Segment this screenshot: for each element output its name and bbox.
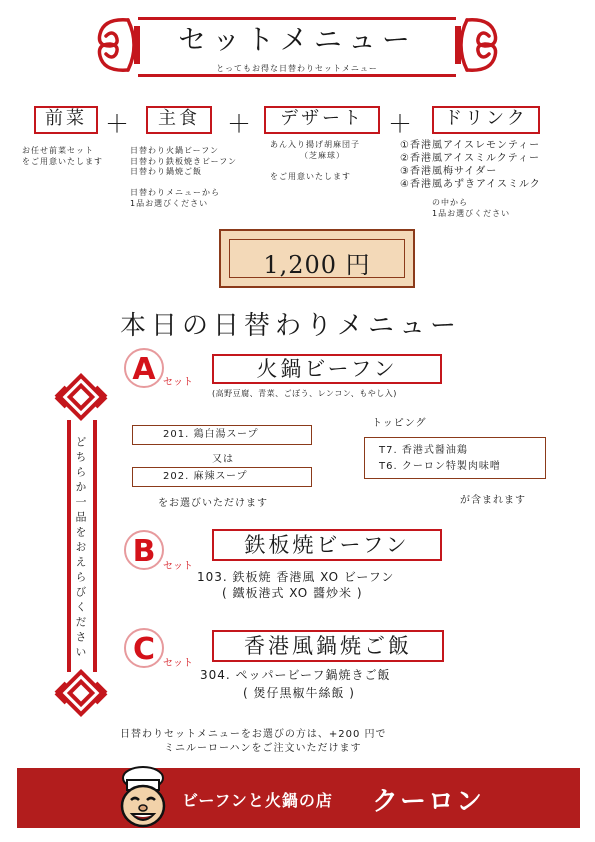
set-b-label: セット [163, 561, 193, 572]
soup-choose-note: をお選びいただけます [158, 498, 268, 509]
header-ornament-right [447, 12, 507, 78]
set-c-line-1: 304. ペッパービーフ鍋焼きご飯 [200, 668, 391, 682]
price-badge [219, 229, 415, 288]
plus-sign: ＋ [227, 110, 251, 138]
set-b-line-1: 103. 鉄板焼 香港風 XO ビーフン [197, 570, 395, 584]
page-subtitle: とってもお得な日替わりセットメニュー [216, 64, 378, 73]
plus-sign: ＋ [105, 110, 129, 138]
drink-note: の中から 1品お選びください [432, 198, 511, 218]
footer-brand: クーロン [372, 787, 485, 817]
category-drink: ドリンク [432, 106, 540, 134]
set-b-letter: B [124, 530, 164, 570]
chef-mascot-icon [112, 764, 174, 830]
knot-ornament-bottom [52, 664, 110, 722]
topping-2: T6. クーロン特製肉味噌 [379, 461, 501, 472]
price-text: 1,200 円 [263, 251, 371, 279]
daily-menu-title: 本日の日替わりメニュー [120, 311, 462, 341]
soup-or: 又は [212, 454, 234, 465]
soup-option-2: 202. 麻辣スープ [132, 467, 312, 487]
category-main: 主食 [146, 106, 212, 134]
bottom-note: 日替わりセットメニューをお選びの方は、+200 円で ミニルーローハンをご注文いただけます [120, 729, 387, 754]
page-title: セットメニュー [178, 23, 416, 56]
dessert-note: あん入り揚げ胡麻団子 （芝麻球） をご用意いたします [270, 140, 360, 181]
set-a-label: セット [163, 377, 193, 388]
topping-box [364, 437, 546, 479]
knot-ornament-top [52, 368, 110, 426]
footer-tagline: ビーフンと火鍋の店 [182, 791, 333, 810]
set-c-letter: C [124, 628, 164, 668]
soup-option-1: 201. 鶏白湯スープ [132, 425, 312, 445]
set-b-line-2: ( 鐵板港式 XO 醬炒米 ) [222, 586, 363, 600]
category-dessert: デザート [264, 106, 380, 134]
set-a-dish: 火鍋ビーフン [212, 354, 442, 384]
category-appetizer: 前菜 [34, 106, 98, 134]
set-a-ingredients: (高野豆腐、青菜、ごぼう、レンコン、もやし入) [212, 389, 397, 398]
set-c-dish: 香港風鍋焼ご飯 [212, 630, 444, 662]
plus-sign: ＋ [388, 110, 412, 138]
drink-list: ①香港風アイスレモンティー ②香港風アイスミルクティー ③香港風梅サイダー ④香港風あずきアイスミルク [400, 140, 541, 190]
set-c-label: セット [163, 658, 193, 669]
set-a-letter: A [124, 348, 164, 388]
appetizer-note: お任せ前菜セット をご用意いたします [22, 146, 103, 166]
topping-1: T7. 香港式醤油鶏 [379, 445, 468, 456]
set-b-dish: 鉄板焼ビーフン [212, 529, 442, 561]
main-note: 日替わり火鍋ビーフン 日替わり鉄板焼きビーフン 日替わり鍋焼ご飯 日替わりメニューから 1品お選びください [130, 146, 237, 208]
topping-included-note: が含まれます [460, 495, 526, 506]
topping-label: トッピング [372, 418, 427, 429]
set-c-line-2: ( 煲仔黒椒牛絲飯 ) [243, 686, 355, 700]
choose-one-note: どちらか一品をおえらびください [74, 436, 87, 661]
